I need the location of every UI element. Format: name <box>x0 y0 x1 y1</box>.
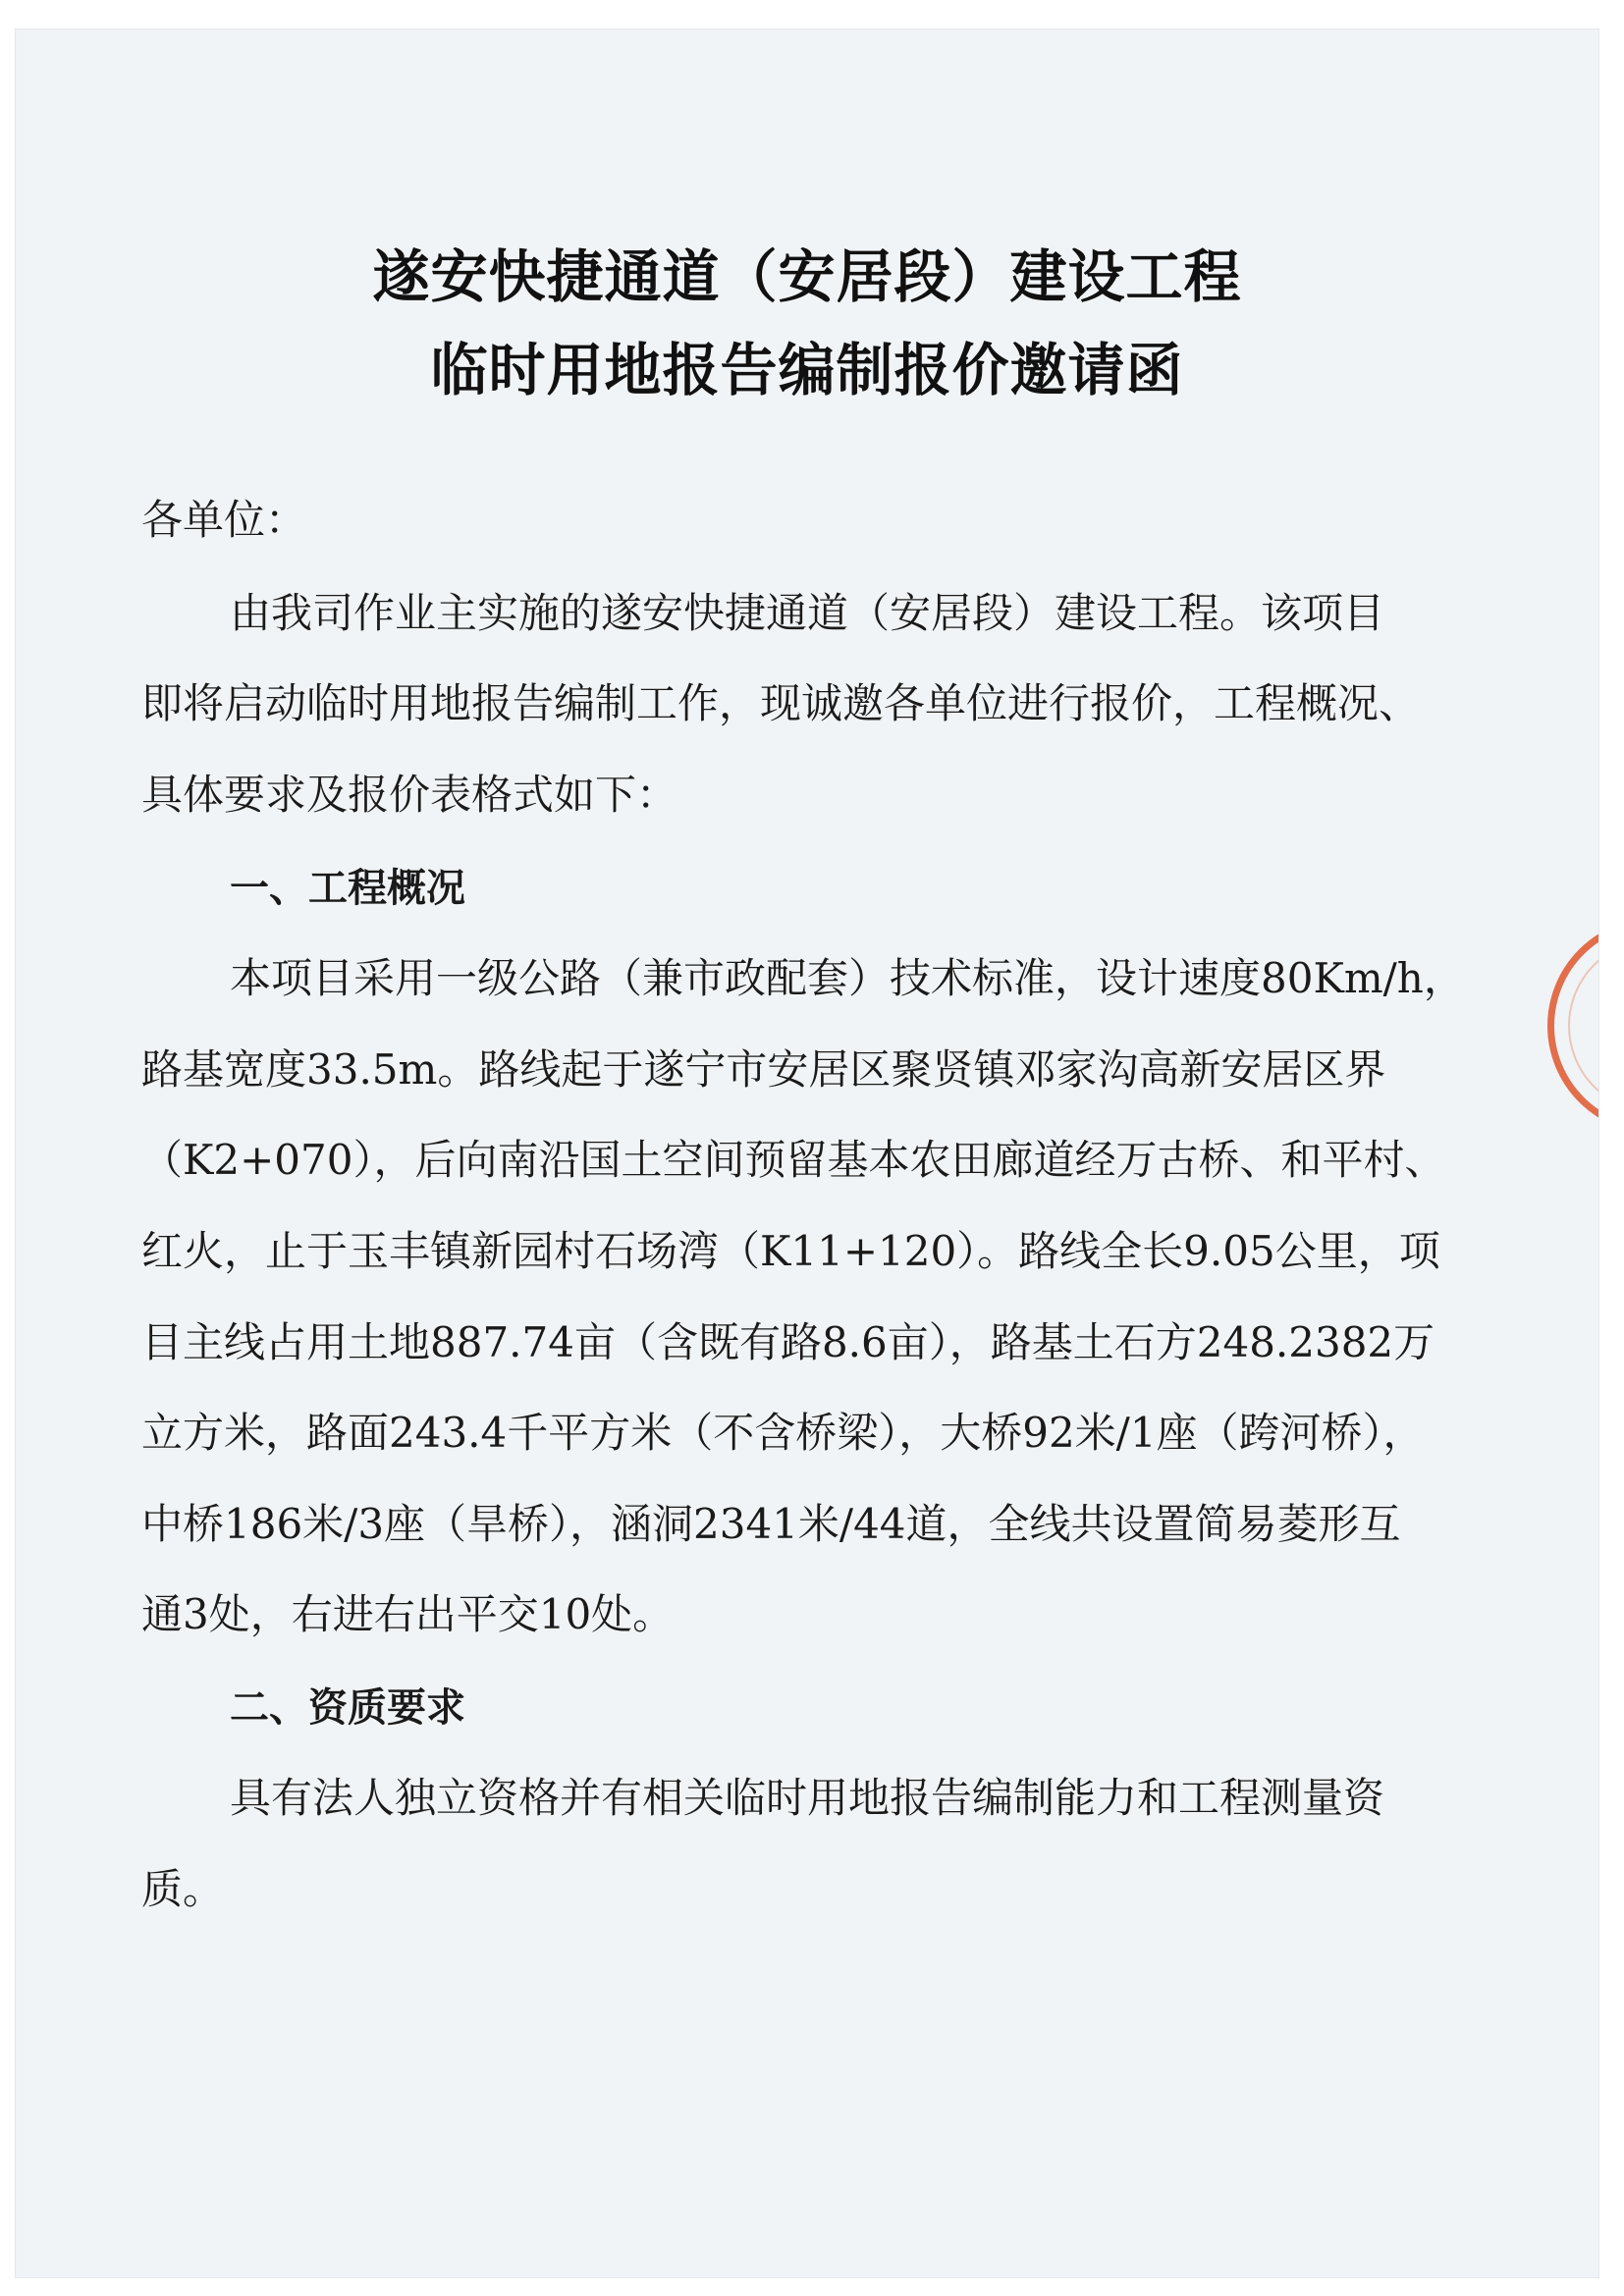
overview-line-5: 目主线占用土地887.74亩（含既有路8.6亩），路基土石方248.2382万 <box>141 1318 1435 1366</box>
overview-line-7: 中桥186米/3座（旱桥），涵洞2341米/44道，全线共设置简易菱形互 <box>141 1500 1401 1548</box>
overview-line-3: （K2+070），后向南沿国土空间预留基本农田廊道经万古桥、和平村、 <box>141 1136 1446 1184</box>
document-title-line-2: 临时用地报告编制报价邀请函 <box>430 337 1184 403</box>
overview-line-1: 本项目采用一级公路（兼市政配套）技术标准，设计速度80Km/h， <box>230 954 1465 1002</box>
overview-line-6: 立方米，路面243.4千平方米（不含桥梁），大桥92米/1座（跨河桥）， <box>141 1409 1425 1457</box>
intro-line-2: 即将启动临时用地报告编制工作，现诚邀各单位进行报价，工程概况、 <box>141 679 1421 727</box>
document-page <box>16 29 1598 2277</box>
company-seal-stamp <box>1547 918 1598 1134</box>
seal-inner-ring <box>1568 938 1598 1113</box>
overview-line-4: 红火，止于玉丰镇新园村石场湾（K11+120）。路线全长9.05公里，项 <box>141 1227 1440 1275</box>
qualification-line-2: 质。 <box>141 1865 225 1913</box>
overview-line-8: 通3处，右进右出平交10处。 <box>141 1590 675 1638</box>
document-title-line-1: 遂安快捷通道（安居段）建设工程 <box>372 243 1242 310</box>
intro-line-3: 具体要求及报价表格式如下： <box>141 771 678 819</box>
section-heading-overview: 一、工程概况 <box>230 866 465 911</box>
overview-line-2: 路基宽度33.5m。路线起于遂宁市安居区聚贤镇邓家沟高新安居区界 <box>141 1045 1386 1094</box>
intro-line-1: 由我司作业主实施的遂安快捷通道（安居段）建设工程。该项目 <box>230 589 1385 637</box>
qualification-line-1: 具有法人独立资格并有相关临时用地报告编制能力和工程测量资 <box>230 1774 1385 1822</box>
salutation: 各单位： <box>141 496 307 544</box>
section-heading-qualification: 二、资质要求 <box>230 1685 465 1731</box>
